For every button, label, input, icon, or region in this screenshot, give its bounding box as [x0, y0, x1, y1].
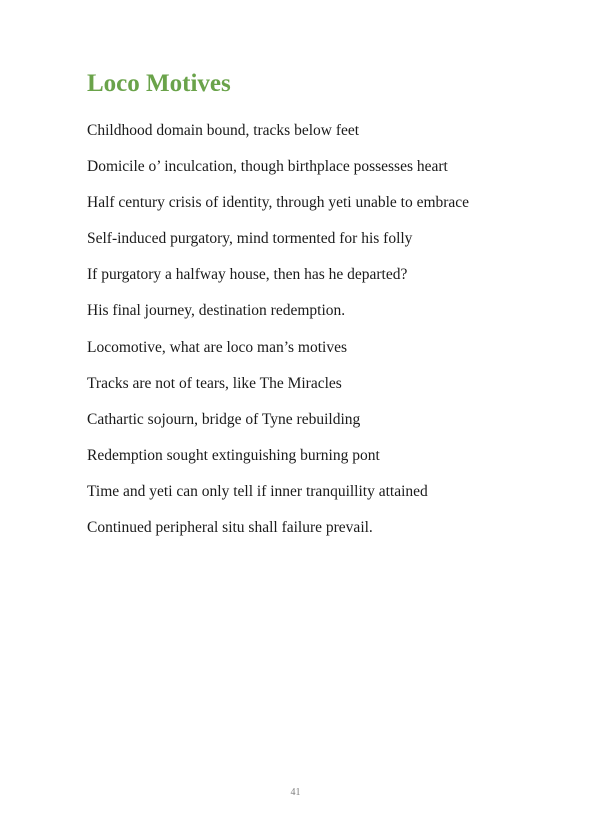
poem-line: If purgatory a halfway house, then has he departed? — [87, 266, 408, 284]
page-number: 41 — [290, 787, 301, 798]
poem-line: Domicile o’ inculcation, though birthplace possesses heart — [87, 158, 448, 176]
poem-line: Time and yeti can only tell if inner tranquillity attained — [87, 482, 428, 500]
poem-body — [87, 121, 567, 554]
poem-line: Childhood domain bound, tracks below feet — [87, 122, 360, 139]
poem-line: His final journey, destination redemption. — [87, 302, 346, 320]
poem-title: Loco Motives — [87, 70, 231, 97]
poem-line: Locomotive, what are loco man’s motives — [87, 338, 347, 356]
poem-line: Tracks are not of tears, like The Miracles — [87, 374, 342, 392]
poem-line: Half century crisis of identity, through yeti unable to embrace — [87, 194, 470, 212]
poem-line: Continued peripheral situ shall failure prevail. — [87, 519, 373, 537]
poem-line: Self-induced purgatory, mind tormented for his folly — [87, 230, 413, 248]
poem-line: Redemption sought extinguishing burning pont — [87, 446, 380, 464]
poem-line: Cathartic sojourn, bridge of Tyne rebuilding — [87, 410, 361, 428]
